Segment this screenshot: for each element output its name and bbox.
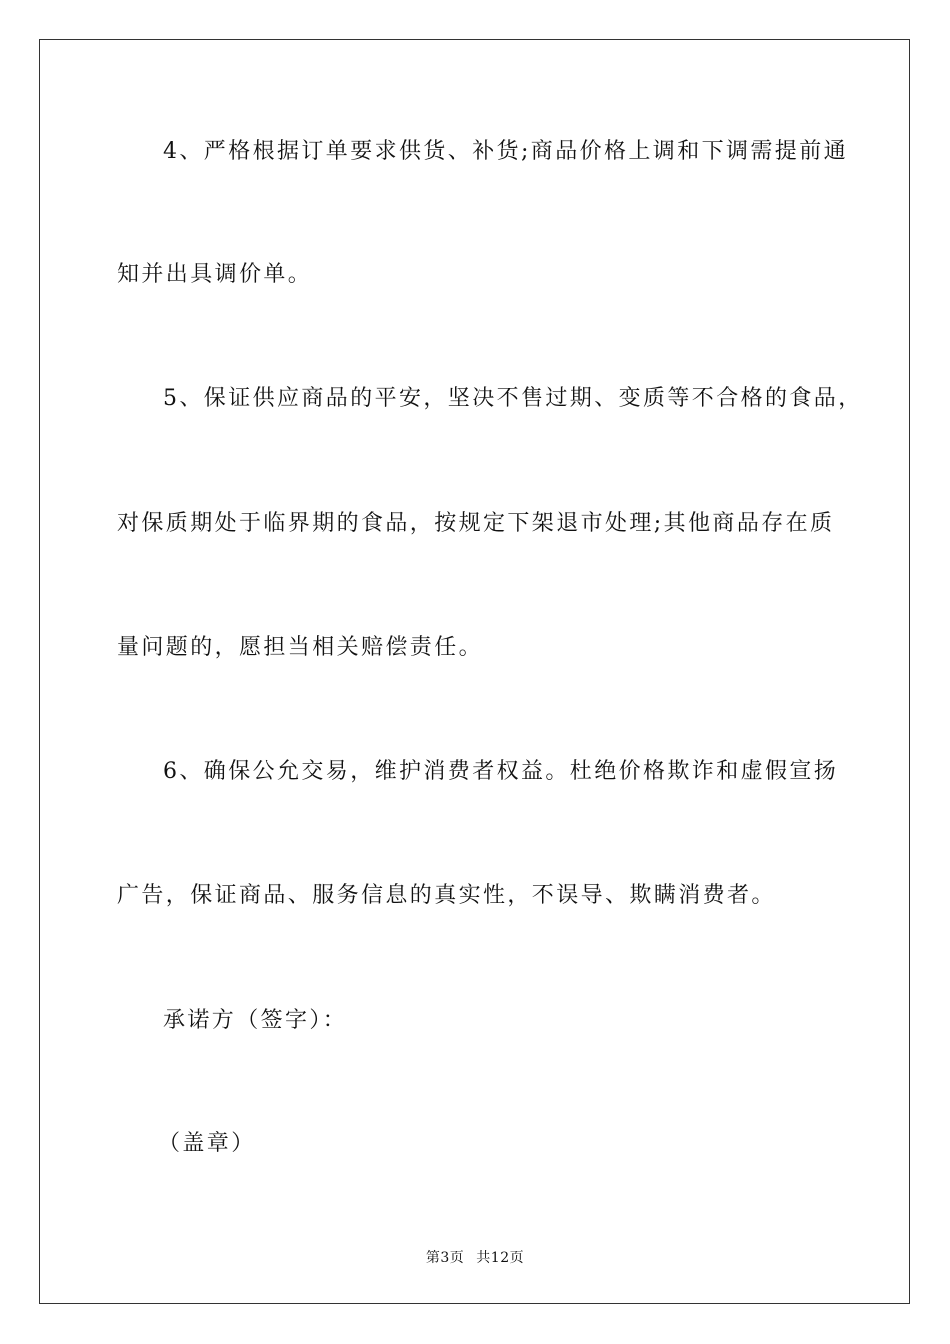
paragraph-5-line-3: 量问题的，愿担当相关赔偿责任。 [117,635,484,660]
page-footer [0,1247,950,1267]
page-number-current: 第3页 [425,1250,465,1266]
paragraph-4-line-2: 知并出具调价单。 [117,262,313,287]
paragraph-6-line-2: 广告，保证商品、服务信息的真实性，不误导、欺瞒消费者。 [117,883,776,908]
signature-label: 承诺方（签字）： [163,1008,348,1033]
paragraph-5-line-1: 5、保证供应商品的平安，坚决不售过期、变质等不合格的食品， [163,386,863,411]
paragraph-4-line-1: 4、严格根据订单要求供货、补货;商品价格上调和下调需提前通 [163,139,849,164]
paragraph-5-line-2: 对保质期处于临界期的食品，按规定下架退市处理;其他商品存在质 [117,511,835,536]
page-border [39,39,910,1304]
page-number-total: 共12页 [476,1250,525,1266]
paragraph-6-line-1: 6、确保公允交易，维护消费者权益。杜绝价格欺诈和虚假宣扬 [163,759,839,784]
seal-label: （盖章） [158,1131,256,1156]
